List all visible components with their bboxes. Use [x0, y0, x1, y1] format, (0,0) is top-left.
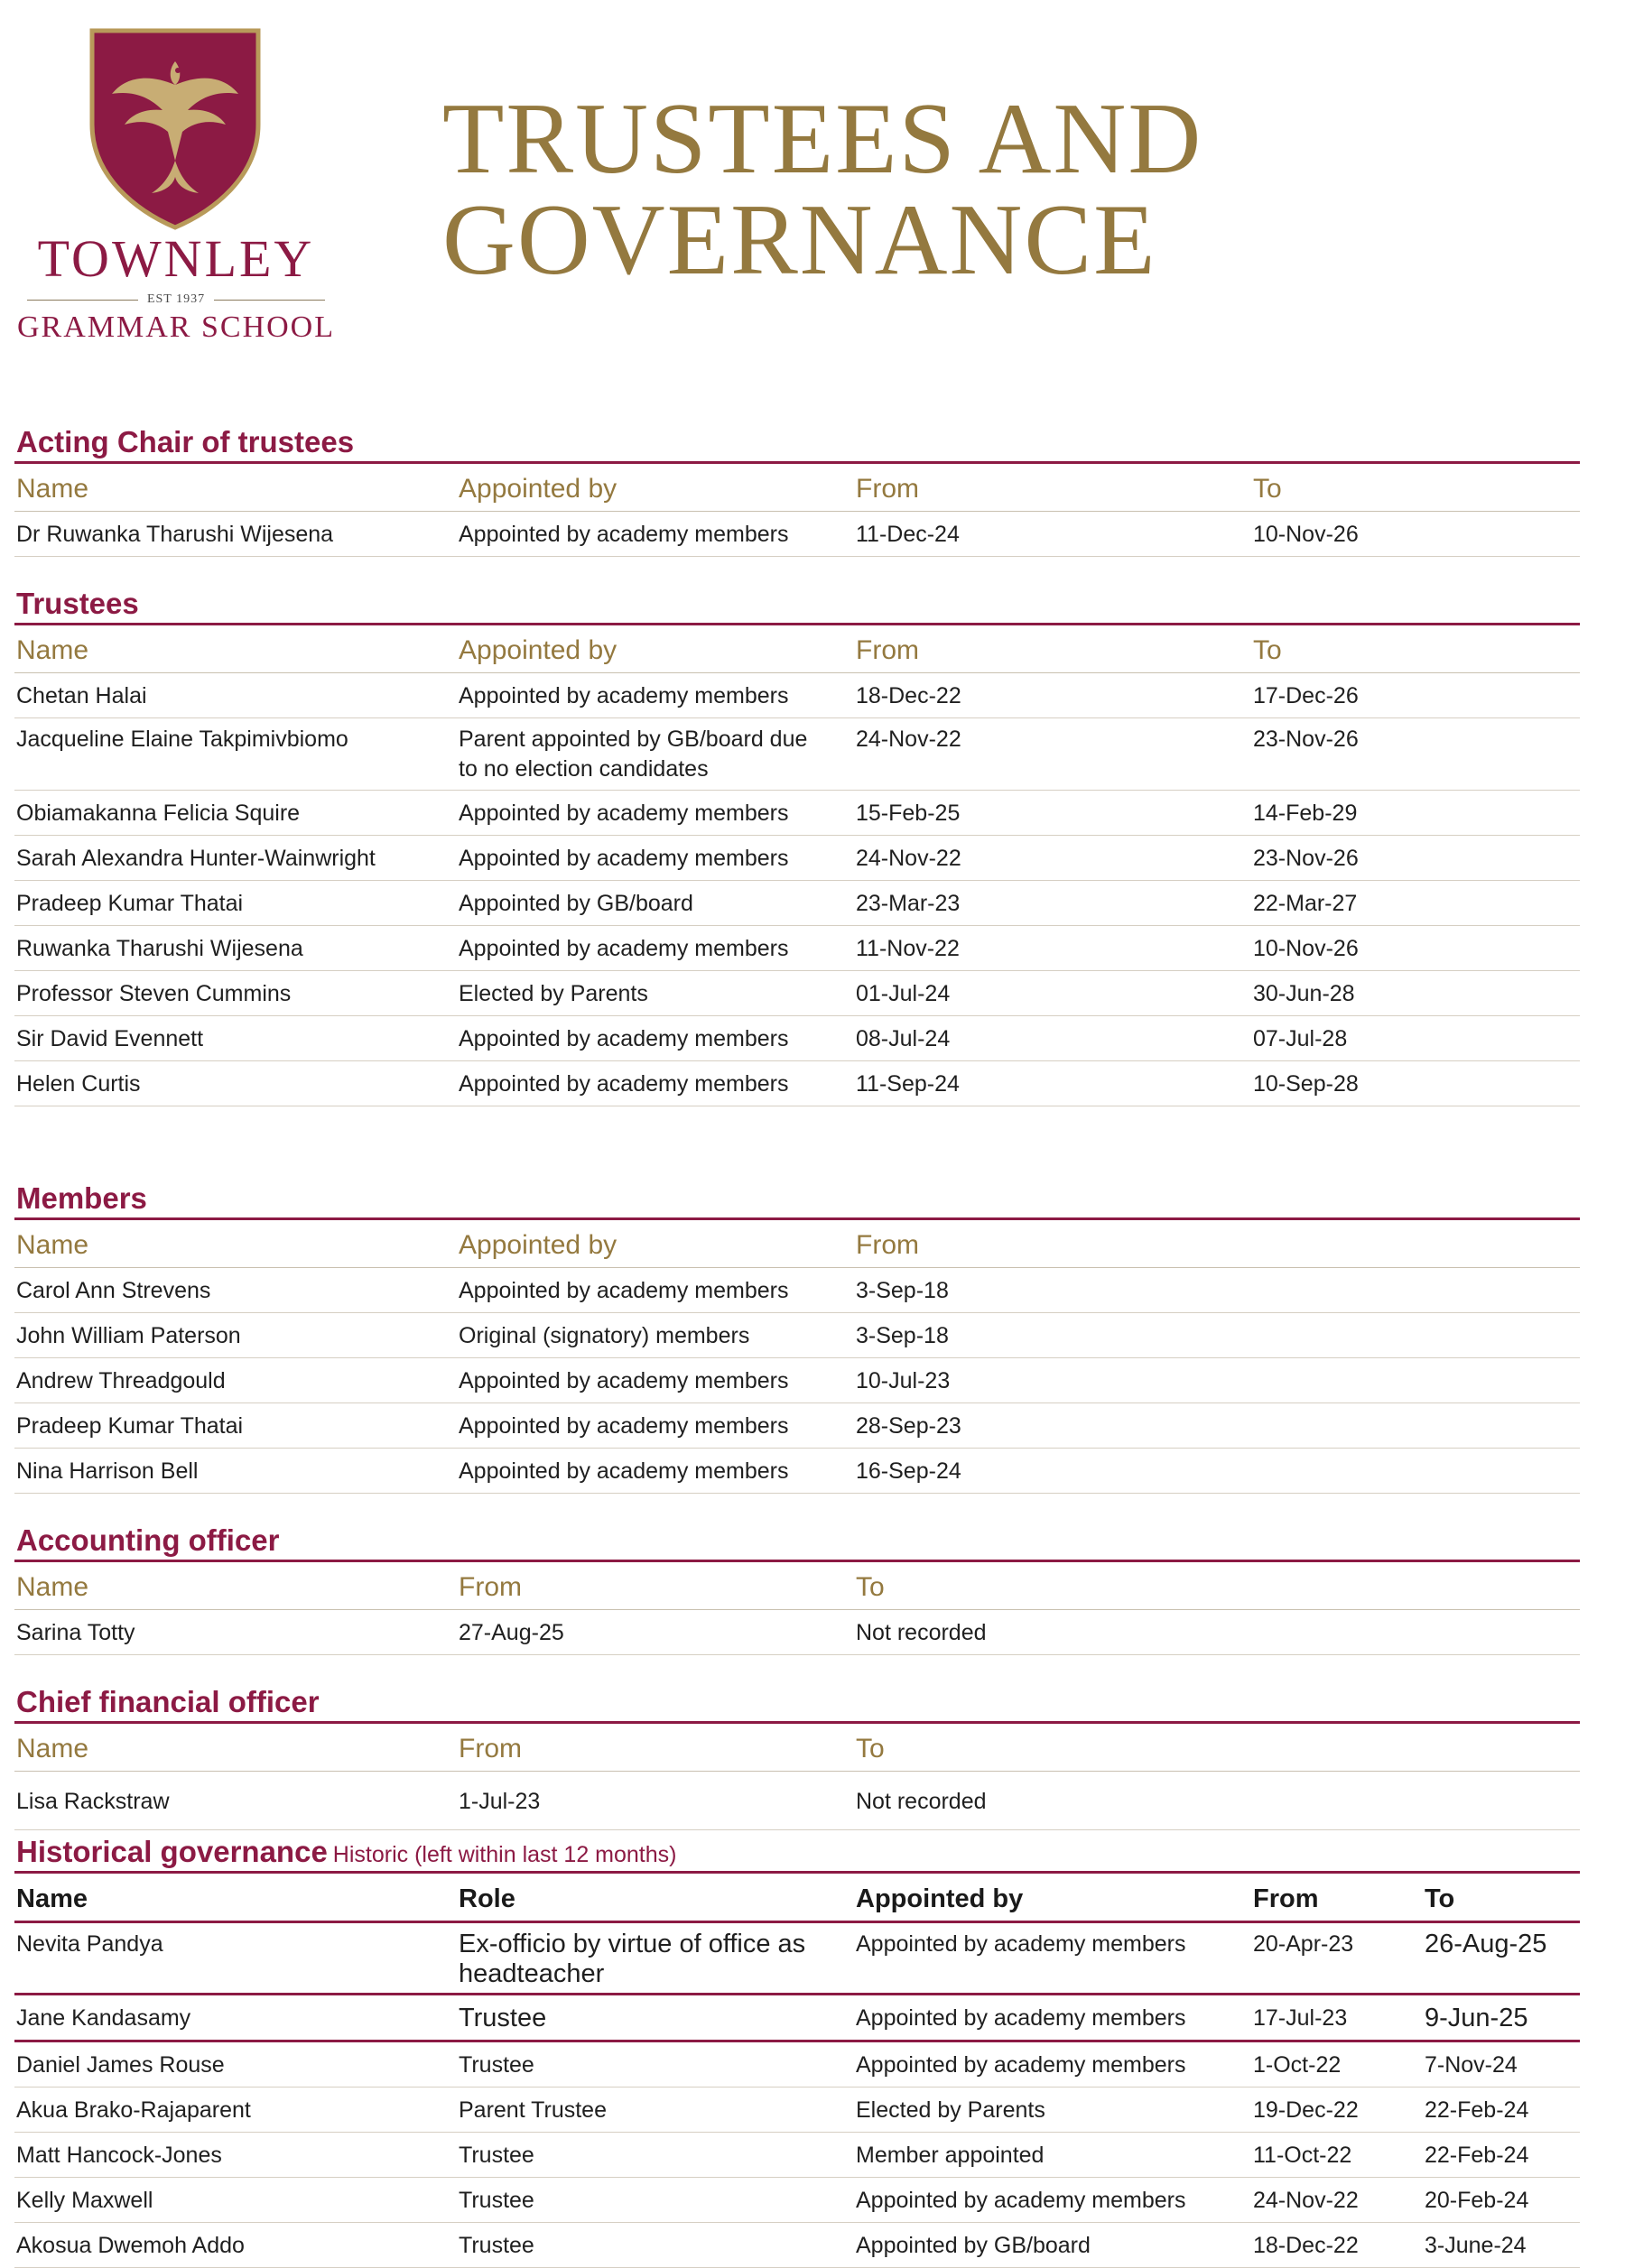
from-cell: 15-Feb-25 [854, 791, 1251, 836]
table-row [14, 1772, 1580, 1830]
name-cell: Sarah Alexandra Hunter-Wainwright [14, 836, 457, 881]
from-cell: 16-Sep-24 [854, 1449, 1580, 1494]
column-header: Appointed by [854, 1874, 1251, 1922]
from-cell: 01-Jul-24 [854, 971, 1251, 1016]
from-cell: 18-Dec-22 [1251, 2223, 1423, 2268]
cfo-section [14, 1680, 1580, 1830]
to-cell: 10-Sep-28 [1251, 1061, 1580, 1106]
from-cell: 28-Sep-23 [854, 1403, 1580, 1449]
table-row [14, 1358, 1580, 1403]
name-cell: Matt Hancock-Jones [14, 2133, 457, 2178]
name-cell: Helen Curtis [14, 1061, 457, 1106]
table-row [14, 971, 1580, 1016]
to-cell: 22-Mar-27 [1251, 881, 1580, 926]
divider [27, 300, 138, 301]
appointed-by-cell: Appointed by academy members [457, 1268, 854, 1313]
from-cell: 24-Nov-22 [1251, 2178, 1423, 2223]
name-cell: Sarina Totty [14, 1610, 457, 1655]
to-cell: Not recorded [854, 1772, 1580, 1830]
to-cell: 22-Feb-24 [1423, 2133, 1580, 2178]
column-header: Appointed by [457, 625, 854, 673]
appointed-by-cell: Appointed by GB/board [457, 881, 854, 926]
role-cell: Trustee [457, 2223, 854, 2268]
table-row [14, 1061, 1580, 1106]
column-header: To [1251, 625, 1580, 673]
trustees-section [14, 582, 1580, 1106]
table-row [14, 2178, 1580, 2223]
column-header: To [1423, 1874, 1580, 1922]
from-cell: 11-Oct-22 [1251, 2133, 1423, 2178]
table-row [14, 1610, 1580, 1655]
from-cell: 11-Sep-24 [854, 1061, 1251, 1106]
column-header: To [1251, 464, 1580, 512]
school-type: GRAMMAR SCHOOL [17, 310, 335, 344]
table-row [14, 1268, 1580, 1313]
page-title [442, 83, 1203, 296]
section-title: Chief financial officer [14, 1680, 1580, 1724]
appointed-by-cell: Appointed by academy members [854, 1922, 1251, 1995]
table-row [14, 1403, 1580, 1449]
from-cell: 10-Jul-23 [854, 1358, 1580, 1403]
school-name: TOWNLEY [37, 229, 315, 288]
section-title: Accounting officer [14, 1519, 1580, 1562]
phoenix-shield-crest-icon [87, 25, 264, 231]
name-cell: Jacqueline Elaine Takpimivbiomo [14, 718, 457, 791]
section-title [14, 1830, 1580, 1874]
column-header: Role [457, 1874, 854, 1922]
from-cell: 23-Mar-23 [854, 881, 1251, 926]
column-header: From [457, 1724, 854, 1772]
appointed-by-cell: Appointed by academy members [457, 673, 854, 718]
historical-section [14, 1830, 1580, 2268]
table-row [14, 836, 1580, 881]
appointed-by-cell: Original (signatory) members [457, 1313, 854, 1358]
from-cell: 17-Jul-23 [1251, 1995, 1423, 2041]
page-title-line-1: TRUSTEES AND [442, 83, 1203, 195]
name-cell: John William Paterson [14, 1313, 457, 1358]
name-cell: Chetan Halai [14, 673, 457, 718]
from-cell: 11-Nov-22 [854, 926, 1251, 971]
acting-chair-table [14, 464, 1580, 557]
to-cell: 23-Nov-26 [1251, 718, 1580, 791]
role-cell: Trustee [457, 2178, 854, 2223]
table-row [14, 2133, 1580, 2178]
trustees-table [14, 625, 1580, 1106]
to-cell: Not recorded [854, 1610, 1580, 1655]
cfo-table [14, 1724, 1580, 1830]
column-header: Name [14, 1220, 457, 1268]
appointed-by-cell: Appointed by academy members [854, 2041, 1251, 2087]
section-title-text: Historical governance [16, 1835, 328, 1868]
page-header [0, 0, 1625, 361]
to-cell: 17-Dec-26 [1251, 673, 1580, 718]
appointed-by-cell: Appointed by academy members [457, 1449, 854, 1494]
from-cell: 3-Sep-18 [854, 1313, 1580, 1358]
column-header: Name [14, 464, 457, 512]
historical-table [14, 1874, 1580, 2268]
table-row [14, 1922, 1580, 1995]
role-cell: Trustee [457, 1995, 854, 2041]
table-row [14, 673, 1580, 718]
to-cell: 07-Jul-28 [1251, 1016, 1580, 1061]
appointed-by-cell: Elected by Parents [854, 2087, 1251, 2133]
column-header: From [854, 625, 1251, 673]
table-row [14, 881, 1580, 926]
name-cell: Andrew Threadgould [14, 1358, 457, 1403]
section-title: Trustees [14, 582, 1580, 625]
name-cell: Pradeep Kumar Thatai [14, 881, 457, 926]
table-row [14, 1449, 1580, 1494]
table-row [14, 926, 1580, 971]
table-header-row [14, 1874, 1580, 1922]
to-cell: 9-Jun-25 [1423, 1995, 1580, 2041]
appointed-by-cell: Appointed by academy members [457, 512, 854, 557]
appointed-by-cell: Appointed by academy members [854, 2178, 1251, 2223]
governance-content [14, 421, 1580, 2268]
appointed-by-cell: Appointed by academy members [457, 1061, 854, 1106]
divider [214, 300, 325, 301]
table-header-row [14, 1562, 1580, 1610]
table-header-row [14, 1220, 1580, 1268]
from-cell: 24-Nov-22 [854, 718, 1251, 791]
page-title-line-2: GOVERNANCE [442, 184, 1157, 296]
table-header-row [14, 1724, 1580, 1772]
appointed-by-cell: Appointed by GB/board [854, 2223, 1251, 2268]
from-cell: 27-Aug-25 [457, 1610, 854, 1655]
established-year: EST 1937 [146, 292, 206, 306]
to-cell: 26-Aug-25 [1423, 1922, 1580, 1995]
appointed-by-cell: Appointed by academy members [457, 1403, 854, 1449]
appointed-by-cell: Appointed by academy members [457, 791, 854, 836]
established-row [18, 291, 334, 309]
appointed-by-cell: Appointed by academy members [457, 1016, 854, 1061]
to-cell: 20-Feb-24 [1423, 2178, 1580, 2223]
table-row [14, 791, 1580, 836]
column-header: Name [14, 625, 457, 673]
members-table [14, 1220, 1580, 1494]
name-cell: Akosua Dwemoh Addo [14, 2223, 457, 2268]
column-header: From [1251, 1874, 1423, 1922]
table-row [14, 2223, 1580, 2268]
name-cell: Lisa Rackstraw [14, 1772, 457, 1830]
from-cell: 3-Sep-18 [854, 1268, 1580, 1313]
appointed-by-cell: Appointed by academy members [457, 836, 854, 881]
table-header-row [14, 464, 1580, 512]
to-cell: 22-Feb-24 [1423, 2087, 1580, 2133]
column-header: From [854, 464, 1251, 512]
appointed-by-cell: Appointed by academy members [457, 1358, 854, 1403]
appointed-by-cell: Parent appointed by GB/board due to no election candidates [457, 718, 854, 791]
column-header: From [854, 1220, 1580, 1268]
table-row [14, 512, 1580, 557]
name-cell: Jane Kandasamy [14, 1995, 457, 2041]
name-cell: Obiamakanna Felicia Squire [14, 791, 457, 836]
name-cell: Kelly Maxwell [14, 2178, 457, 2223]
from-cell: 1-Oct-22 [1251, 2041, 1423, 2087]
name-cell: Pradeep Kumar Thatai [14, 1403, 457, 1449]
table-row [14, 1016, 1580, 1061]
column-header: Name [14, 1724, 457, 1772]
members-section [14, 1177, 1580, 1494]
role-cell: Ex-officio by virtue of office as headteacher [457, 1922, 854, 1995]
appointed-by-cell: Appointed by academy members [457, 926, 854, 971]
name-cell: Dr Ruwanka Tharushi Wijesena [14, 512, 457, 557]
table-row [14, 1313, 1580, 1358]
to-cell: 10-Nov-26 [1251, 926, 1580, 971]
from-cell: 20-Apr-23 [1251, 1922, 1423, 1995]
name-cell: Daniel James Rouse [14, 2041, 457, 2087]
from-cell: 19-Dec-22 [1251, 2087, 1423, 2133]
to-cell: 10-Nov-26 [1251, 512, 1580, 557]
column-header: Name [14, 1562, 457, 1610]
to-cell: 7-Nov-24 [1423, 2041, 1580, 2087]
to-cell: 14-Feb-29 [1251, 791, 1580, 836]
table-row [14, 718, 1580, 791]
name-cell: Sir David Evennett [14, 1016, 457, 1061]
name-cell: Nevita Pandya [14, 1922, 457, 1995]
accounting-officer-table [14, 1562, 1580, 1655]
acting-chair-section [14, 421, 1580, 557]
name-cell: Akua Brako-Rajaparent [14, 2087, 457, 2133]
from-cell: 1-Jul-23 [457, 1772, 854, 1830]
appointed-by-cell: Appointed by academy members [854, 1995, 1251, 2041]
from-cell: 11-Dec-24 [854, 512, 1251, 557]
column-header: Appointed by [457, 464, 854, 512]
table-header-row [14, 625, 1580, 673]
name-cell: Professor Steven Cummins [14, 971, 457, 1016]
from-cell: 18-Dec-22 [854, 673, 1251, 718]
name-cell: Ruwanka Tharushi Wijesena [14, 926, 457, 971]
name-cell: Nina Harrison Bell [14, 1449, 457, 1494]
to-cell: 3-June-24 [1423, 2223, 1580, 2268]
appointed-by-cell: Member appointed [854, 2133, 1251, 2178]
role-cell: Parent Trustee [457, 2087, 854, 2133]
column-header: Appointed by [457, 1220, 854, 1268]
to-cell: 30-Jun-28 [1251, 971, 1580, 1016]
column-header: To [854, 1724, 1580, 1772]
from-cell: 24-Nov-22 [854, 836, 1251, 881]
accounting-officer-section [14, 1519, 1580, 1655]
section-title: Members [14, 1177, 1580, 1220]
name-cell: Carol Ann Strevens [14, 1268, 457, 1313]
from-cell: 08-Jul-24 [854, 1016, 1251, 1061]
section-title: Acting Chair of trustees [14, 421, 1580, 464]
table-row [14, 2041, 1580, 2087]
section-note: Historic (left within last 12 months) [332, 1842, 677, 1867]
column-header: From [457, 1562, 854, 1610]
appointed-by-cell: Elected by Parents [457, 971, 854, 1016]
table-row [14, 1995, 1580, 2041]
role-cell: Trustee [457, 2133, 854, 2178]
column-header: To [854, 1562, 1580, 1610]
column-header: Name [14, 1874, 457, 1922]
role-cell: Trustee [457, 2041, 854, 2087]
table-row [14, 2087, 1580, 2133]
to-cell: 23-Nov-26 [1251, 836, 1580, 881]
